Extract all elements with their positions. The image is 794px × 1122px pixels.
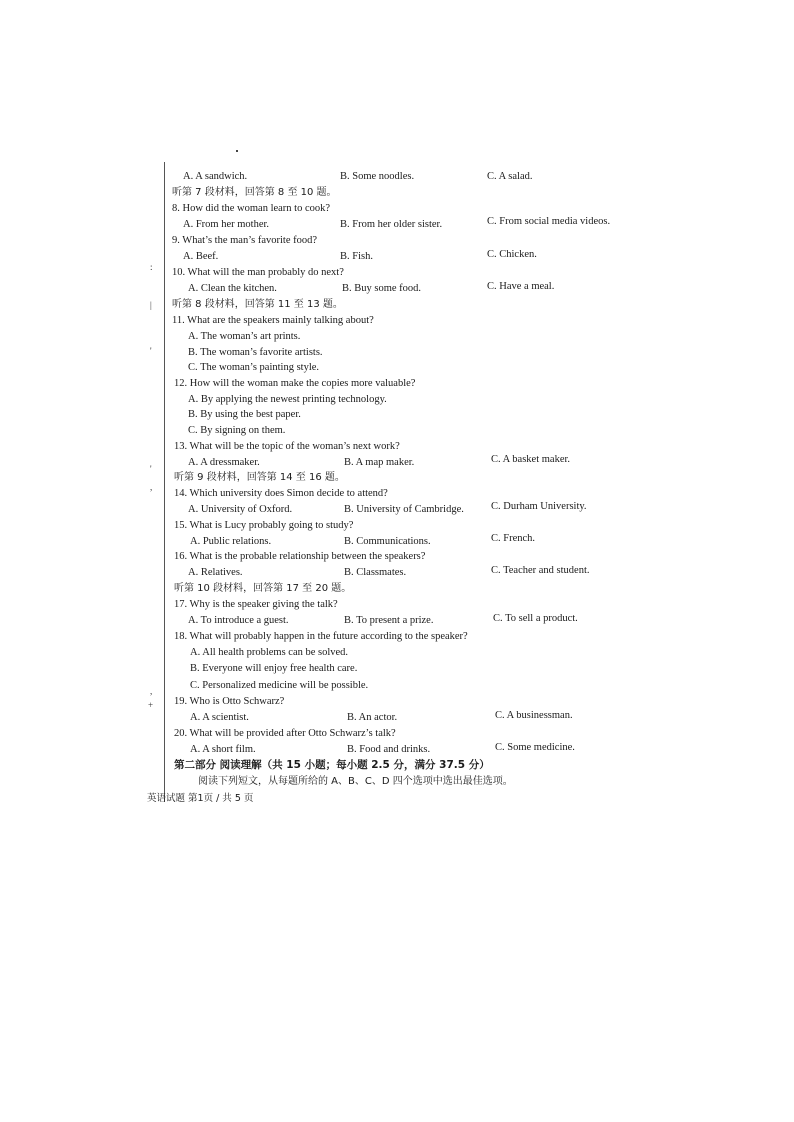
q8-option-a: A. From her mother. (183, 219, 270, 230)
q10-option-a: A. Clean the kitchen. (188, 283, 277, 294)
q19-option-b: B. An actor. (347, 712, 398, 723)
q12-option-a: A. By applying the newest printing technology. (188, 394, 387, 405)
q10-option-b: B. Buy some food. (342, 283, 422, 294)
q9-stem: 9. What’s the man’s favorite food? (172, 235, 318, 246)
margin-mark: : (150, 262, 153, 272)
q12-option-b: B. By using the best paper. (188, 409, 301, 420)
q17-option-b: B. To present a prize. (344, 615, 434, 626)
q10-stem: 10. What will the man probably do next? (172, 267, 344, 278)
q12-stem: 12. How will the woman make the copies more valuable? (174, 378, 416, 389)
q16-option-c: C. Teacher and student. (491, 565, 590, 576)
q11-option-a: A. The woman’s art prints. (188, 331, 301, 342)
q13-stem: 13. What will be the topic of the woman’s next work? (174, 441, 400, 452)
q8-option-b: B. From her older sister. (340, 219, 443, 230)
q20-stem: 20. What will be provided after Otto Schwarz’s talk? (174, 728, 396, 739)
q8-option-c: C. From social media videos. (487, 216, 611, 227)
q13-option-b: B. A map maker. (344, 457, 415, 468)
margin-mark: ' (150, 346, 152, 356)
q15-option-a: A. Public relations. (190, 536, 272, 547)
q11-option-c: C. The woman’s painting style. (188, 362, 320, 373)
q14-option-c: C. Durham University. (491, 501, 587, 512)
page-footer: 英语试题 第1页 / 共 5 页 (147, 793, 254, 804)
q9-option-c: C. Chicken. (487, 249, 537, 260)
q16-option-a: A. Relatives. (188, 567, 243, 578)
scan-speck (236, 150, 238, 152)
q19-option-c: C. A businessman. (495, 710, 573, 721)
q16-option-b: B. Classmates. (344, 567, 407, 578)
section-9-heading: 听第 9 段材料，回答第 14 至 16 题。 (174, 472, 345, 483)
q11-stem: 11. What are the speakers mainly talking about? (172, 315, 374, 326)
margin-mark: , (150, 686, 153, 696)
margin-mark: + (148, 700, 154, 710)
part2-heading: 第二部分 阅读理解（共 15 小题；每小题 2.5 分，满分 37.5 分） (174, 759, 490, 771)
q18-option-b: B. Everyone will enjoy free health care. (190, 663, 358, 674)
q20-option-a: A. A short film. (190, 744, 256, 755)
q18-stem: 18. What will probably happen in the future according to the speaker? (174, 631, 468, 642)
q17-option-c: C. To sell a product. (493, 613, 578, 624)
q14-stem: 14. Which university does Simon decide to attend? (174, 488, 388, 499)
q18-option-a: A. All health problems can be solved. (190, 647, 349, 658)
q12-option-c: C. By signing on them. (188, 425, 286, 436)
q13-option-a: A. A dressmaker. (188, 457, 260, 468)
q10-option-c: C. Have a meal. (487, 281, 555, 292)
q9-option-b: B. Fish. (340, 251, 373, 262)
q19-stem: 19. Who is Otto Schwarz? (174, 696, 285, 707)
q19-option-a: A. A scientist. (190, 712, 249, 723)
q8-stem: 8. How did the woman learn to cook? (172, 203, 331, 214)
q7-option-a: A. A sandwich. (183, 171, 248, 182)
q20-option-b: B. Food and drinks. (347, 744, 431, 755)
q11-option-b: B. The woman’s favorite artists. (188, 347, 323, 358)
q18-option-c: C. Personalized medicine will be possible. (190, 680, 369, 691)
q13-option-c: C. A basket maker. (491, 454, 571, 465)
q14-option-a: A. University of Oxford. (188, 504, 293, 515)
q9-option-a: A. Beef. (183, 251, 219, 262)
part2-instruction: 阅读下列短文，从每题所给的 A、B、C、D 四个选项中选出最佳选项。 (198, 776, 513, 787)
q7-option-b: B. Some noodles. (340, 171, 415, 182)
q14-option-b: B. University of Cambridge. (344, 504, 464, 515)
q15-option-b: B. Communications. (344, 536, 431, 547)
q17-option-a: A. To introduce a guest. (188, 615, 289, 626)
margin-rule (164, 162, 165, 802)
margin-mark: | (150, 300, 152, 310)
q7-option-c: C. A salad. (487, 171, 533, 182)
section-8-heading: 听第 8 段材料，回答第 11 至 13 题。 (172, 299, 343, 310)
margin-mark: ' (150, 464, 152, 474)
q15-stem: 15. What is Lucy probably going to study? (174, 520, 354, 531)
section-10-heading: 听第 10 段材料，回答第 17 至 20 题。 (174, 583, 352, 594)
q20-option-c: C. Some medicine. (495, 742, 575, 753)
q16-stem: 16. What is the probable relationship between the speakers? (174, 551, 426, 562)
q17-stem: 17. Why is the speaker giving the talk? (174, 599, 338, 610)
margin-mark: , (150, 482, 153, 492)
q15-option-c: C. French. (491, 533, 536, 544)
section-7-heading: 听第 7 段材料，回答第 8 至 10 题。 (172, 187, 337, 198)
